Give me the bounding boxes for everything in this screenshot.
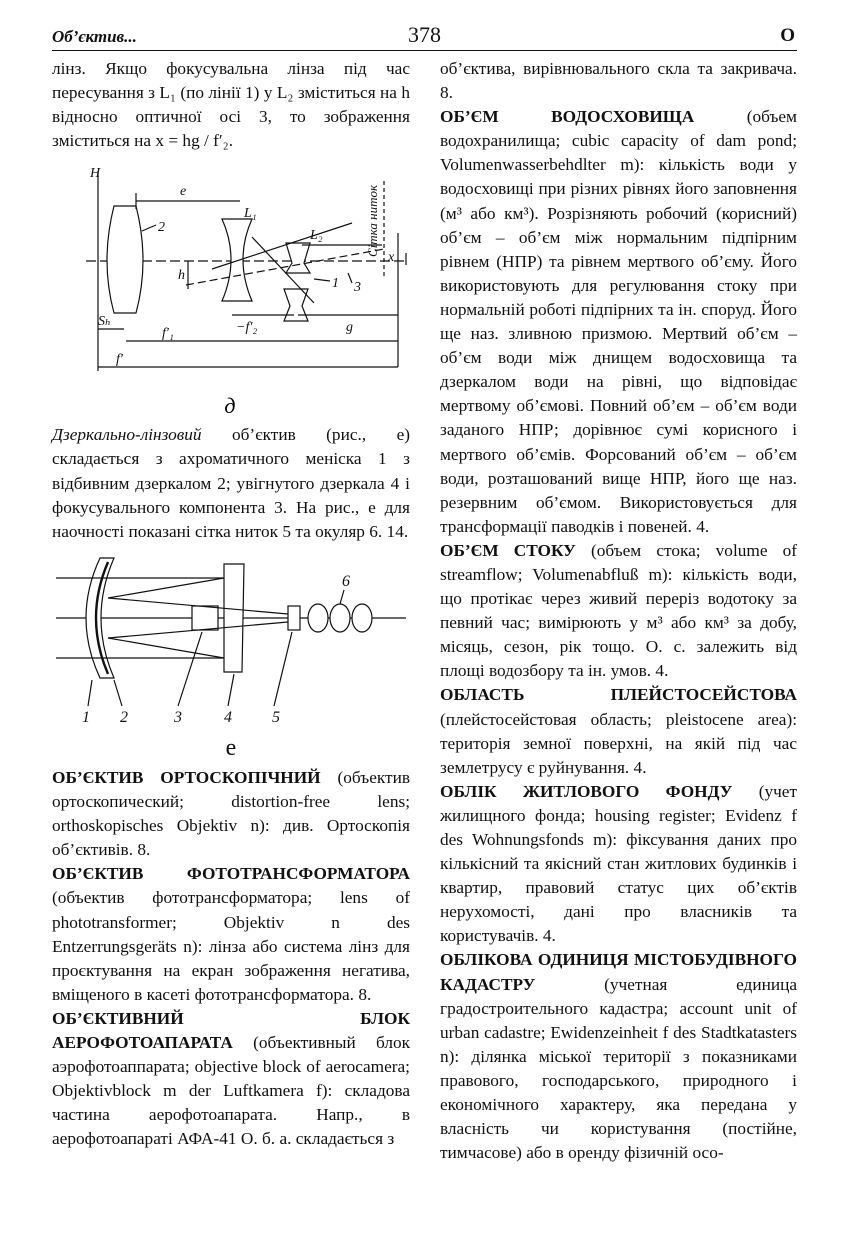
entry-housing-register: ОБЛІК ЖИТЛОВОГО ФОНДУ (учет жилищного фонда; housing register; Evidenz f des Wohnungsfonds m): фіксування даних про кількісний та якісний стан житлових будинків і квартир, правовий статус цих об’єктів нерухомості, дані про власників та користувачів. 4. <box>440 781 797 946</box>
intro-paragraph: лінз. Якщо фокусувальна лінза під час пересування з L₁ (по лінії 1) у L₂ зміститься на h відносно оптичної осі 3, то зображення зміститься на x = hg / f′₂. <box>52 59 410 151</box>
label-H: H <box>90 166 101 182</box>
entry-pleistoseist-area: ОБЛАСТЬ ПЛЕЙСТОСЕЙСТОВА (плейстосейстовая область; pleistocene area): територія земної поверхні, на якій під час землетрусу є руйнування. 4. <box>440 685 797 777</box>
entry-reservoir-volume: ОБ’ЄМ ВОДОСХОВИЩА (объем водохранилища; cubic capacity of dam pond; Volumenwasserbehdlter m): кількість води у водосховищі при різних рівнях його заповнення (м³ або км³). Розрізняють робочий (корисний) об’єм – об’єм між нормальним підпірним рівнем (НПР) та рівнем мертвого об’єму. Його використовують для регулювання стоку при нормальній роботі підпірних та ін. споруд. Його ще наз. зливною призмою. Мертвий об’єм – об’єм води між днищем водосховища та дзеркалом води на рівні, що відповідає мертвому об’ємові. Повний об’єм – об’єм води заданого НПР; дорівнює сумі корисного і мертвого об’ємів. Форсований об’єм – об’єм води, розташований вище НПР, його ще наз. резервним об’ємом. Використовується для трансформації паводків і повеней. 4. <box>440 107 797 536</box>
label-e: e <box>180 184 187 200</box>
figure-d-caption: д <box>224 393 236 419</box>
fig-e-label-3: 3 <box>174 708 182 726</box>
label-1: 1 <box>332 276 339 292</box>
section-letter: О <box>780 25 795 46</box>
fig-e-label-4: 4 <box>224 708 232 726</box>
entry-objective-block: ОБ’ЄКТИВНИЙ БЛОК АЕРОФОТОАПАРАТА (объективный блок аэрофотоаппарата; objective block of aerocamera; Objektivblock m der Luftkamera f): складова частина аерофотоапарата. Напр., в аерофотоапараті АФА-41 О. б. а. складається з <box>52 1008 410 1149</box>
entry-cadastre-unit: ОБЛІКОВА ОДИНИЦЯ МІСТОБУДІВНОГО КАДАСТРУ (учетная единица градостроительного кадастра; account unit of urban cadastre; Ewidenzeinheit f des Stadtkatasters n): ділянка міської території з показниками правового, господарського, природного і економічного характеру, яка передана у власність чи користування (постійне, тимчасове) або в оренду фізичній осо- <box>440 950 797 1163</box>
fig-e-label-5: 5 <box>272 708 280 726</box>
fig-e-label-2: 2 <box>120 708 128 726</box>
entry-orthoscopic: ОБ’ЄКТИВ ОРТОСКОПІЧНИЙ (объектив ортоскопический; distortion-free lens; orthoskopisches Objektiv n): див. Ортоскопія об’єктивів. 8. <box>52 767 411 860</box>
label-2: 2 <box>158 220 165 236</box>
page-number: 378 <box>408 22 441 47</box>
label-Sh: Sₕ <box>98 314 112 330</box>
left-column <box>52 57 410 1151</box>
label-L1: L₁ <box>244 206 257 222</box>
right-column <box>440 57 797 1165</box>
label-g: g <box>346 320 353 336</box>
label-x: x <box>388 250 395 266</box>
header-rule <box>52 50 797 51</box>
label-L2: L₂ <box>310 228 323 244</box>
figure-e-caption: е <box>225 734 237 761</box>
label-f: f′ <box>116 352 123 368</box>
label-f1: f′₁ <box>162 326 174 342</box>
fig-e-label-6: 6 <box>342 572 350 590</box>
label-f2: −f′₂ <box>236 320 258 336</box>
label-h: h <box>178 268 185 284</box>
fig-e-label-1: 1 <box>82 708 90 726</box>
continued-text: об’єктива, вирівнювального скла та закривача. 8. <box>440 59 797 103</box>
page-header <box>52 22 797 52</box>
mirror-lens-paragraph: Дзеркально-лінзовий об’єктив (рис., е) складається з ахроматичного меніска 1 з відбивним дзеркалом 2; увігнутого дзеркала 4 і фокусувального компонента 3. На рис., е для наочності показані сітка ниток 5 та окуляр 6. 14. <box>52 425 410 541</box>
label-3: 3 <box>354 280 361 296</box>
entry-phototransformer: ОБ’ЄКТИВ ФОТОТРАНСФОРМАТОРА (объектив фототрансформатора; lens of phototransformer; Objektiv n des Entzerrungsgeräts n): лінза або система лінз для проєктування на екран зображення негатива, вміщеного в касеті фототрансформатора. 8. <box>52 864 410 1004</box>
figure-d-optical-scheme <box>52 161 410 423</box>
label-grid: Сітка ниток <box>365 185 380 258</box>
figure-e-mirror-lens-scheme <box>52 550 410 736</box>
running-title: Об’єктив... <box>52 27 137 46</box>
entry-runoff-volume: ОБ’ЄМ СТОКУ (объем стока; volume of streamflow; Volumenabfluß m): кількість води, що протікає через живий переріз водотоку за певний час; вимірюють у м³ або км³ за добу, місяць, сезон, рік тощо. О. с. залежить від площі водозбору та ін. умов. 4. <box>440 540 797 681</box>
